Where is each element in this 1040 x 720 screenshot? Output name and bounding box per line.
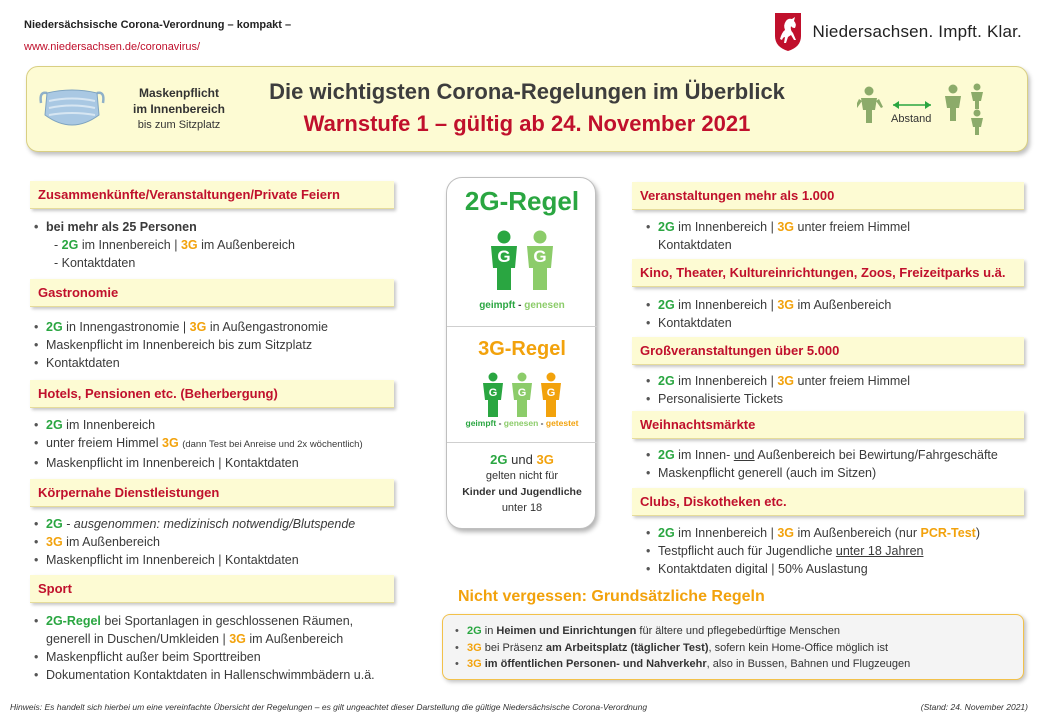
rule-3g-caption: geimpft - genesen - getestet	[465, 418, 579, 428]
rule-2g-caption: geimpft - genesen	[479, 300, 565, 311]
horse-crest-icon	[774, 12, 802, 52]
exemption-note: 2G und 3G gelten nicht für Kinder und Jugendliche unter 18	[462, 452, 582, 514]
document-title: Niedersächsische Corona-Verordnung – kompakt –	[24, 19, 292, 31]
rules-legend-card	[446, 177, 596, 529]
title-banner	[26, 66, 1028, 152]
list-item: • 2G in Heimen und Einrichtungen für ältere und pflegebedürftige Menschen	[453, 623, 1023, 640]
reminder-box	[442, 614, 1024, 680]
list-item-continued: Kontaktdaten	[658, 238, 732, 252]
list-item: • 2G in Innengastronomie | 3G in Außengastronomie	[32, 318, 328, 336]
list-item: • Kontaktdaten digital | 50% Auslastung	[644, 560, 980, 578]
section-header-gastronomy: Gastronomie	[30, 279, 394, 307]
svg-text:G: G	[517, 387, 527, 399]
section-header-sport: Sport	[30, 575, 394, 603]
body-services-rules	[32, 515, 355, 569]
section-header-major-events: Großveranstaltungen über 5.000	[632, 337, 1024, 365]
list-item-continued: generell in Duschen/Umkleiden | 3G im Außenbereich	[46, 632, 344, 646]
list-item: - Kontaktdaten	[54, 256, 136, 270]
rule-3g-title: 3G-Regel	[478, 338, 566, 360]
list-item: • Personalisierte Tickets	[644, 390, 910, 408]
face-mask-icon	[37, 85, 107, 133]
list-item: • Kontaktdaten	[644, 314, 891, 332]
section-header-events-1000: Veranstaltungen mehr als 1.000	[632, 182, 1024, 210]
distance-people-icon	[857, 79, 997, 139]
list-item: • Maskenpflicht im Innenbereich | Kontaktdaten	[32, 551, 355, 569]
list-item: • Maskenpflicht im Innenbereich | Kontaktdaten	[32, 454, 363, 472]
section-header-clubs: Clubs, Diskotheken etc.	[632, 488, 1024, 516]
list-item: • Maskenpflicht generell (auch im Sitzen)	[644, 464, 998, 482]
gastronomy-rules	[32, 318, 328, 372]
hotels-rules	[32, 416, 363, 472]
divider	[447, 326, 597, 327]
list-item: • Testpflicht auch für Jugendliche unter 18 Jahren	[644, 542, 980, 560]
culture-rules	[644, 296, 891, 332]
three-people-icon	[479, 372, 565, 418]
list-item: • 2G im Innenbereich | 3G im Außenbereich (nur PCR-Test)	[644, 524, 980, 542]
document-header	[24, 14, 291, 58]
list-item: • 3G im öffentlichen Personen- und Nahverkehr, also in Bussen, Bahnen und Flugzeugen	[453, 656, 1023, 673]
events-1000-rules	[644, 218, 910, 254]
distance-label: Abstand	[891, 113, 932, 125]
section-header-christmas-markets: Weihnachtsmärkte	[632, 411, 1024, 439]
list-item: • 2G im Innenbereich | 3G unter freiem Himmel	[644, 218, 910, 236]
list-item: • 2G - ausgenommen: medizinisch notwendig/Blutspende	[32, 515, 355, 533]
list-item: • 2G im Innenbereich | 3G im Außenbereich	[644, 296, 891, 314]
christmas-markets-rules	[644, 446, 998, 482]
distance-indicator	[857, 79, 997, 139]
gatherings-rules	[32, 218, 295, 272]
list-item: • 2G im Innenbereich	[32, 416, 363, 434]
brand-text: Niedersachsen. Impft. Klar.	[812, 22, 1022, 41]
list-item: • Dokumentation Kontaktdaten in Hallenschwimmbädern u.ä.	[32, 666, 375, 684]
page-subtitle: Warnstufe 1 – gültig ab 24. November 2021	[303, 111, 751, 136]
svg-text:G: G	[533, 247, 547, 266]
section-header-gatherings: Zusammenkünfte/Veranstaltungen/Private Feiern	[30, 181, 394, 209]
footer-note: Hinweis: Es handelt sich hierbei um eine vereinfachte Übersicht der Regelungen – es gilt ungeachtet dieser Darstellung die gültige Niedersächsische Corona-Verordnung	[10, 702, 648, 712]
section-header-culture: Kino, Theater, Kultureinrichtungen, Zoos, Freizeitparks u.ä.	[632, 259, 1024, 287]
two-people-icon	[485, 230, 559, 292]
divider	[447, 442, 597, 443]
section-header-hotels: Hotels, Pensionen etc. (Beherbergung)	[30, 380, 394, 408]
list-item: • 3G im Außenbereich	[32, 533, 355, 551]
footer-date: (Stand: 24. November 2021)	[920, 702, 1028, 712]
list-item: • 2G-Regel bei Sportanlagen in geschlossenen Räumen,	[32, 612, 375, 630]
mask-rule-text: Maskenpflicht im Innenbereich bis zum Sitzplatz	[132, 86, 226, 131]
page-title: Die wichtigsten Corona-Regelungen im Überblick	[269, 79, 785, 104]
website-link[interactable]: www.niedersachsen.de/coronavirus/	[24, 41, 201, 53]
list-item: - 2G im Innenbereich | 3G im Außenbereich	[54, 238, 295, 252]
major-events-rules	[644, 372, 910, 408]
section-header-body-services: Körpernahe Dienstleistungen	[30, 479, 394, 507]
list-item: • Kontaktdaten	[32, 354, 328, 372]
reminder-title: Nicht vergessen: Grundsätzliche Regeln	[458, 588, 765, 605]
brand-logo	[774, 12, 1022, 52]
list-item: • 2G im Innenbereich | 3G unter freiem Himmel	[644, 372, 910, 390]
svg-text:G: G	[497, 247, 511, 266]
rule-2g-title: 2G-Regel	[464, 186, 580, 216]
svg-text:G: G	[546, 387, 556, 399]
list-item: • Maskenpflicht außer beim Sporttreiben	[32, 648, 375, 666]
list-item: • 3G bei Präsenz am Arbeitsplatz (täglicher Test), sofern kein Home-Office möglich ist	[453, 640, 1023, 657]
list-item: • Maskenpflicht im Innenbereich bis zum Sitzplatz	[32, 336, 328, 354]
list-item: • 2G im Innen- und Außenbereich bei Bewirtung/Fahrgeschäfte	[644, 446, 998, 464]
svg-text:G: G	[488, 387, 498, 399]
list-item: • unter freiem Himmel 3G (dann Test bei Anreise und 2x wöchentlich)	[32, 434, 363, 454]
list-item: • bei mehr als 25 Personen	[32, 218, 295, 236]
clubs-rules	[644, 524, 980, 578]
sport-rules	[32, 612, 375, 684]
